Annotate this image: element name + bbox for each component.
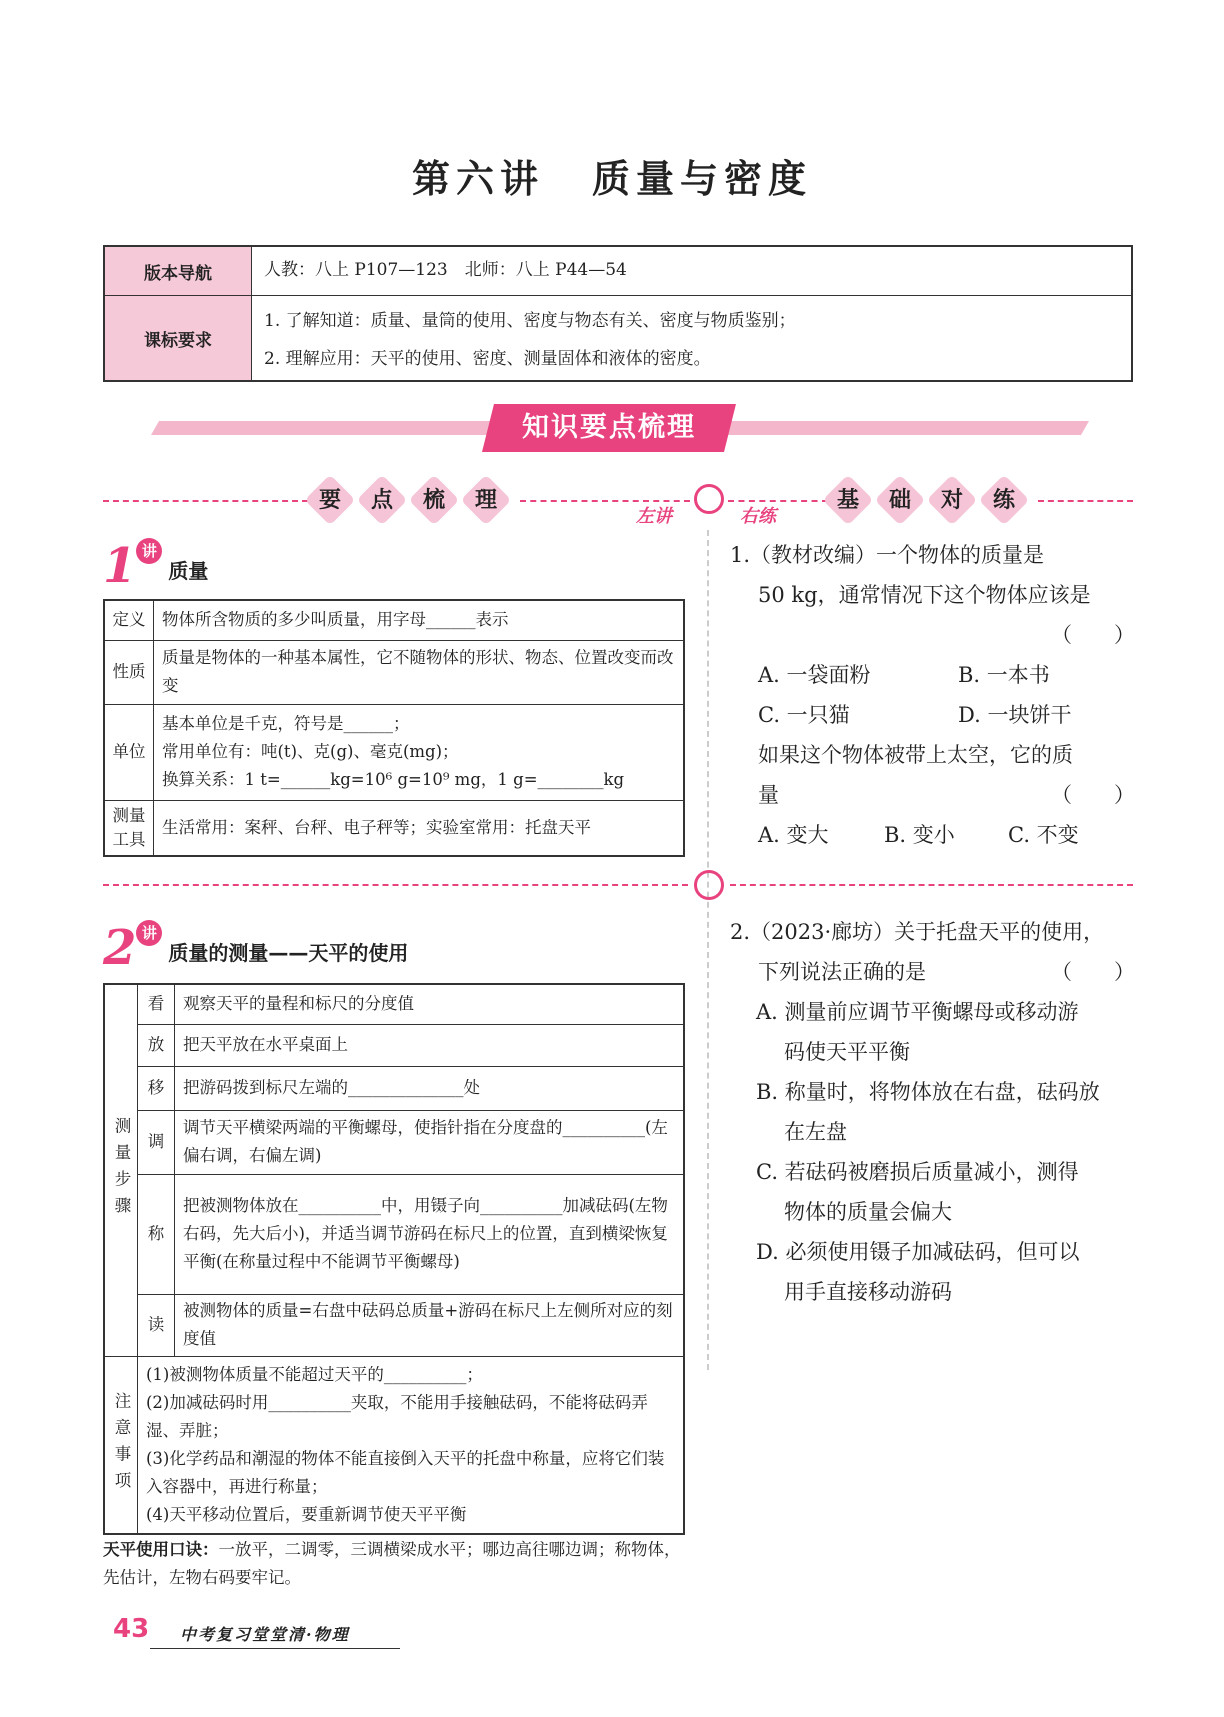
banner-title: 知识要点梳理 xyxy=(522,412,696,443)
q2-option-b-line2: 在左盘 xyxy=(784,1120,847,1144)
divider-middle-left xyxy=(103,884,688,886)
q1-options-row1 xyxy=(730,655,1135,695)
balance-tip xyxy=(103,1536,688,1592)
q2-option-a[interactable] xyxy=(730,992,1135,1072)
q1-option2-c[interactable]: C. 不变 xyxy=(1008,823,1079,847)
notes-side-label: 注意事项 xyxy=(104,1356,138,1534)
q1-line1: 1.（教材改编）一个物体的质量是 xyxy=(730,543,1045,567)
left-header-char: 要 xyxy=(305,475,356,526)
step-key: 称 xyxy=(138,1174,175,1294)
row-value: 生活常用：案秤、台秤、电子秤等；实验室常用：托盘天平 xyxy=(154,800,685,856)
unit-line-1: 基本单位是千克，符号是______； xyxy=(162,714,410,733)
section1-number: 1 xyxy=(103,538,137,594)
q1-line4: 量 xyxy=(758,783,779,807)
q1-options-row2 xyxy=(730,695,1135,735)
section2-number: 2 xyxy=(103,920,137,976)
left-lecture-label: 左讲 xyxy=(636,506,672,527)
row-key: 单位 xyxy=(104,704,154,800)
step-key: 放 xyxy=(138,1024,175,1066)
q2-option-d-line2: 用手直接移动游码 xyxy=(784,1280,952,1304)
step-key: 读 xyxy=(138,1294,175,1356)
section1-title: 质量 xyxy=(168,559,209,583)
q2-line2: 下列说法正确的是 xyxy=(758,960,926,984)
q2-line1: 2.（2023·廊坊）关于托盘天平的使用， xyxy=(730,920,1105,944)
step-value: 观察天平的量程和标尺的分度值 xyxy=(175,984,685,1024)
note-item: (1)被测物体质量不能超过天平的__________； xyxy=(146,1364,483,1384)
note-item: (3)化学药品和潮湿的物体不能直接倒入天平的托盘中称量，应将它们装入容器中，再进行称量； xyxy=(146,1448,665,1496)
step-value: 调节天平横梁两端的平衡螺母，使指针指在分度盘的__________(左偏右调，右偏左调) xyxy=(175,1110,685,1174)
q2-option-d-line1: D. 必须使用镊子加减砝码，但可以 xyxy=(756,1240,1080,1264)
right-practice-label: 右练 xyxy=(740,506,776,527)
right-header-char: 础 xyxy=(875,475,926,526)
q2-option-a-line1: A. 测量前应调节平衡螺母或移动游 xyxy=(756,1000,1079,1024)
q1-option-b[interactable]: B. 一本书 xyxy=(958,663,1050,687)
q2-option-b[interactable] xyxy=(730,1072,1135,1152)
edition-value: 人教：八上 P107—123 北师：八上 P44—54 xyxy=(264,260,627,280)
unit-line-2: 常用单位有：吨(t)、克(g)、毫克(mg)； xyxy=(162,742,459,761)
q1-line4-row xyxy=(730,775,1135,815)
standard-line-2: 2. 理解应用：天平的使用、密度、测量固体和液体的密度。 xyxy=(264,349,711,369)
page-number: 43 xyxy=(113,1614,150,1644)
q1-line2: 50 kg，通常情况下这个物体应该是 xyxy=(758,583,1091,607)
edition-label: 版本导航 xyxy=(105,247,252,295)
tip-label: 天平使用口诀： xyxy=(103,1540,219,1559)
note-item: (2)加减砝码时用__________夹取，不能用手接触砝码，不能将砝码弄湿、弄脏； xyxy=(146,1392,648,1440)
step-value: 把游码拨到标尺左端的______________处 xyxy=(175,1066,685,1110)
cycle-icon xyxy=(694,484,724,514)
q2-option-a-line2: 码使天平平衡 xyxy=(784,1040,910,1064)
steps-side-label: 测量步骤 xyxy=(104,984,138,1356)
balance-table xyxy=(103,983,685,1535)
standard-label: 课标要求 xyxy=(105,296,252,380)
right-header-char: 基 xyxy=(823,475,874,526)
left-header-char: 点 xyxy=(357,475,408,526)
section2-heading xyxy=(103,920,408,976)
left-header xyxy=(312,482,504,518)
step-key: 移 xyxy=(138,1066,175,1110)
right-header-char: 对 xyxy=(927,475,978,526)
q1-paren2: （ ） xyxy=(1051,783,1135,807)
q1-option2-b[interactable]: B. 变小 xyxy=(884,823,955,847)
section2-badge: 讲 xyxy=(136,920,162,946)
row-key: 性质 xyxy=(104,640,154,704)
tip-text: 一放平，二调零，三调横梁成水平；哪边高往哪边调；称物体，先估计，左物右码要牢记。 xyxy=(103,1540,681,1587)
q2-option-c-line1: C. 若砝码被磨损后质量减小，测得 xyxy=(756,1160,1079,1184)
section1-badge: 讲 xyxy=(136,538,162,564)
column-divider xyxy=(707,530,709,1370)
step-value: 把被测物体放在__________中，用镊子向__________加减砝码(左物右码，先大后小)，并适当调节游码在标尺上的位置，直到横梁恢复平衡(在称量过程中不能调节平衡螺母) xyxy=(175,1174,685,1294)
divider-right xyxy=(1038,500,1133,502)
standard-value xyxy=(252,296,1131,380)
divider-middle-right xyxy=(730,884,1133,886)
right-header xyxy=(830,482,1022,518)
mass-table xyxy=(103,599,685,857)
unit-line-3: 换算关系：1 t=______kg=10⁶ g=10⁹ mg，1 g=________kg xyxy=(162,770,625,789)
row-key: 定义 xyxy=(104,600,154,640)
info-table xyxy=(103,245,1133,382)
q2-paren: （ ） xyxy=(1051,960,1135,984)
step-key: 调 xyxy=(138,1110,175,1174)
q2-line2-row xyxy=(730,952,1135,992)
step-key: 看 xyxy=(138,984,175,1024)
cycle-icon xyxy=(694,870,724,900)
right-header-char: 练 xyxy=(979,475,1030,526)
title-topic: 质量与密度 xyxy=(592,156,813,201)
q1-option-c[interactable]: C. 一只猫 xyxy=(758,703,850,727)
note-item: (4)天平移动位置后，要重新调节使天平平衡 xyxy=(146,1504,467,1524)
divider-mid-right xyxy=(728,500,828,502)
page-title xyxy=(0,148,1224,203)
row-value: 质量是物体的一种基本属性，它不随物体的形状、物态、位置改变而改变 xyxy=(154,640,685,704)
title-lecture: 第六讲 xyxy=(411,156,544,201)
q2-option-c-line2: 物体的质量会偏大 xyxy=(784,1200,952,1224)
row-value: 物体所含物质的多少叫质量，用字母______表示 xyxy=(154,600,685,640)
footer-rule xyxy=(150,1648,400,1649)
footer-text: 中考复习堂堂清·物理 xyxy=(180,1625,350,1644)
q1-option2-a[interactable]: A. 变大 xyxy=(758,823,829,847)
row-value xyxy=(154,704,685,800)
left-header-char: 理 xyxy=(461,475,512,526)
q1-option-a[interactable]: A. 一袋面粉 xyxy=(758,663,871,687)
left-header-char: 梳 xyxy=(409,475,460,526)
section1-heading xyxy=(103,538,208,594)
divider-left xyxy=(103,500,308,502)
q1-option-d[interactable]: D. 一块饼干 xyxy=(958,703,1072,727)
step-value: 把天平放在水平桌面上 xyxy=(175,1024,685,1066)
q2-option-d[interactable] xyxy=(730,1232,1135,1312)
step-value: 被测物体的质量=右盘中砝码总质量+游码在标尺上左侧所对应的刻度值 xyxy=(175,1294,685,1356)
row-key: 测量工具 xyxy=(104,800,154,856)
question-1 xyxy=(730,535,1135,855)
section2-title: 质量的测量——天平的使用 xyxy=(168,941,409,965)
q2-option-b-line1: B. 称量时，将物体放在右盘，砝码放 xyxy=(756,1080,1100,1104)
q2-option-c[interactable] xyxy=(730,1152,1135,1232)
q1-paren: （ ） xyxy=(1051,623,1135,647)
q1-options2 xyxy=(730,815,1135,855)
question-2 xyxy=(730,912,1135,1312)
q1-line3: 如果这个物体被带上太空，它的质 xyxy=(758,743,1073,767)
notes-cell xyxy=(138,1356,685,1534)
standard-line-1: 1. 了解知道：质量、量筒的使用、密度与物态有关、密度与物质鉴别； xyxy=(264,311,796,331)
